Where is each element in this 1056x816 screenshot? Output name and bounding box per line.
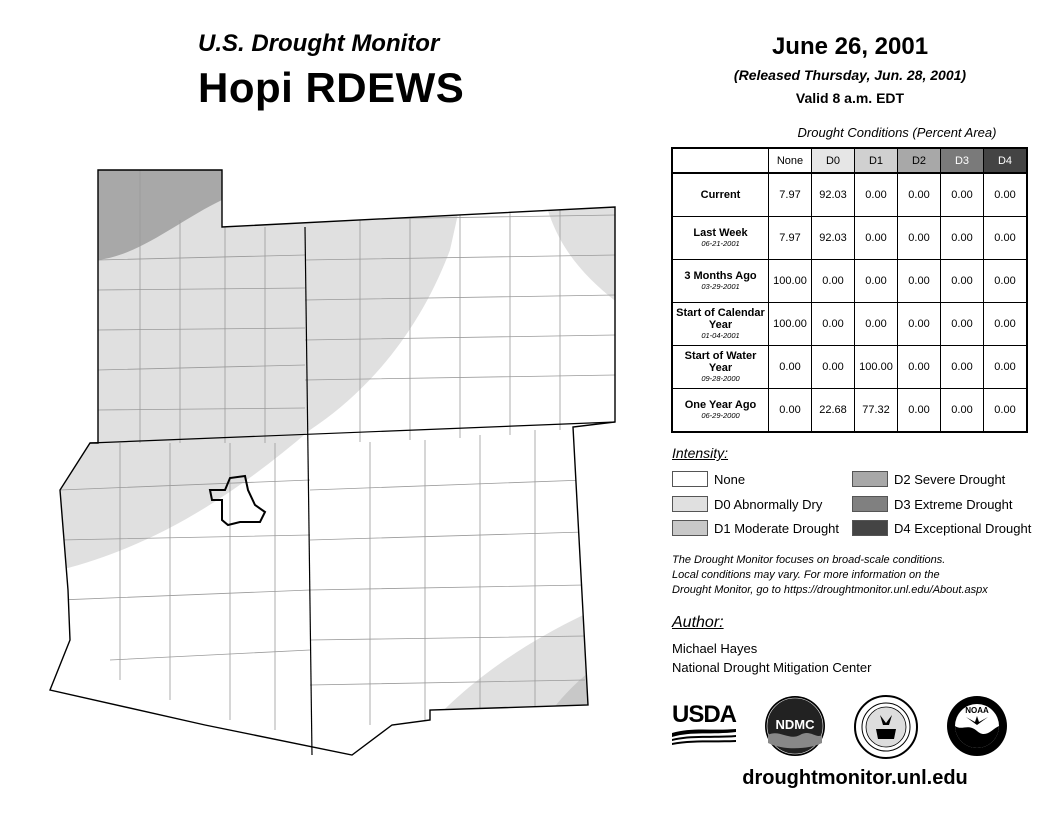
row-label-text: Last Week [693,227,748,239]
map-date: June 26, 2001 [771,33,929,60]
col-d4: D4 [984,148,1028,173]
table-cell: 100.00 [769,303,812,346]
row-label-text: One Year Ago [684,399,757,411]
author-name: Michael Hayes [672,641,758,656]
legend-swatch-none [672,471,708,487]
valid-time: Valid 8 a.m. EDT [795,90,905,106]
row-date: 03-29-2001 [701,282,740,291]
row-label-text: Start of Water Year [684,350,757,374]
table-cell: 0.00 [898,303,941,346]
table-cell: 0.00 [941,346,984,389]
legend-label-none: None [714,471,746,487]
table-row [672,173,1027,217]
table-cell: 0.00 [898,260,941,303]
legend-item-d2 [852,471,1005,487]
legend-label-d3: D3 Extreme Drought [894,496,1013,512]
table-cell: 0.00 [941,303,984,346]
legend-item-d1 [672,520,839,536]
table-row [672,346,1027,389]
col-d2: D2 [898,148,941,173]
table-cell: 92.03 [812,217,855,260]
legend-item-none [672,471,745,487]
row-label [672,389,769,433]
region-title: Hopi RDEWS [198,64,465,111]
table-cell: 22.68 [812,389,855,433]
header-blank-cell [672,148,769,173]
table-cell: 0.00 [898,346,941,389]
legend-label-d1: D1 Moderate Drought [714,520,840,536]
author-organization: National Drought Mitigation Center [672,660,872,675]
table-row [672,389,1027,433]
col-d3: D3 [941,148,984,173]
table-cell: 0.00 [898,217,941,260]
legend-swatch-d4 [852,520,888,536]
table-cell: 0.00 [769,346,812,389]
row-date: 09-28-2000 [701,374,740,383]
col-d1: D1 [855,148,898,173]
row-label [672,217,769,260]
table-cell: 0.00 [984,217,1028,260]
table-cell: 0.00 [855,260,898,303]
note-line-1: The Drought Monitor focuses on broad-scale conditions. [672,554,946,566]
note-line-2: Local conditions may vary. For more information on the [672,569,940,581]
table-cell: 0.00 [812,260,855,303]
col-none: None [769,148,812,173]
legend-item-d0 [672,496,822,512]
table-row [672,303,1027,346]
table-cell: 7.97 [769,173,812,217]
table-row [672,260,1027,303]
disclaimer-note [672,553,1052,598]
row-date: 01-04-2001 [701,331,740,340]
table-row [672,217,1027,260]
noaa-logo [946,695,1008,762]
table-cell: 0.00 [984,260,1028,303]
row-label [672,173,769,217]
table-cell: 0.00 [941,217,984,260]
table-cell: 7.97 [769,217,812,260]
table-cell: 0.00 [769,389,812,433]
legend-swatch-d1 [672,520,708,536]
note-line-3: Drought Monitor, go to https://droughtmonitor.unl.edu/About.aspx [672,584,988,596]
legend-title: Intensity: [672,445,729,461]
table-cell: 92.03 [812,173,855,217]
release-date: (Released Thursday, Jun. 28, 2001) [733,67,967,83]
drought-stats-table [671,147,1028,433]
table-caption: Drought Conditions (Percent Area) [797,125,997,140]
row-label [672,303,769,346]
table-cell: 0.00 [855,173,898,217]
row-date: 06-29-2000 [701,411,740,420]
legend-label-d2: D2 Severe Drought [894,471,1006,487]
row-label-text: Start of Calendar Year [676,307,765,331]
row-label [672,346,769,389]
usda-logo [672,703,736,749]
legend-item-d4 [852,520,1031,536]
table-cell: 0.00 [984,303,1028,346]
table-cell: 0.00 [941,173,984,217]
table-cell: 0.00 [984,173,1028,217]
product-title: U.S. Drought Monitor [198,30,440,57]
table-cell: 0.00 [812,346,855,389]
drought-map [40,160,630,760]
table-cell: 0.00 [941,389,984,433]
legend-label-d0: D0 Abnormally Dry [714,496,823,512]
table-cell: 0.00 [855,217,898,260]
legend-label-d4: D4 Exceptional Drought [894,520,1032,536]
table-cell: 0.00 [984,346,1028,389]
table-cell: 0.00 [898,173,941,217]
table-cell: 0.00 [855,303,898,346]
table-cell: 0.00 [941,260,984,303]
legend-swatch-d2 [852,471,888,487]
legend-swatch-d0 [672,496,708,512]
ndmc-logo [764,695,826,762]
row-label [672,260,769,303]
legend-item-d3 [852,496,1013,512]
noaa-logo-text: NOAA [965,706,989,715]
ndmc-logo-text: NDMC [775,717,815,732]
table-cell: 100.00 [769,260,812,303]
legend-swatch-d3 [852,496,888,512]
table-cell: 0.00 [898,389,941,433]
row-label-text: 3 Months Ago [684,270,757,282]
table-cell: 100.00 [855,346,898,389]
usda-logo-text: USDA [672,701,737,728]
row-label-text: Current [700,189,741,201]
website-url[interactable]: droughtmonitor.unl.edu [742,767,968,789]
col-d0: D0 [812,148,855,173]
usda-hill-icon [672,727,736,747]
table-header-row [672,148,1027,173]
commerce-seal-icon [854,695,918,764]
table-cell: 0.00 [812,303,855,346]
author-heading: Author: [672,614,724,631]
table-cell: 0.00 [984,389,1028,433]
row-date: 06-21-2001 [701,239,740,248]
table-cell: 77.32 [855,389,898,433]
